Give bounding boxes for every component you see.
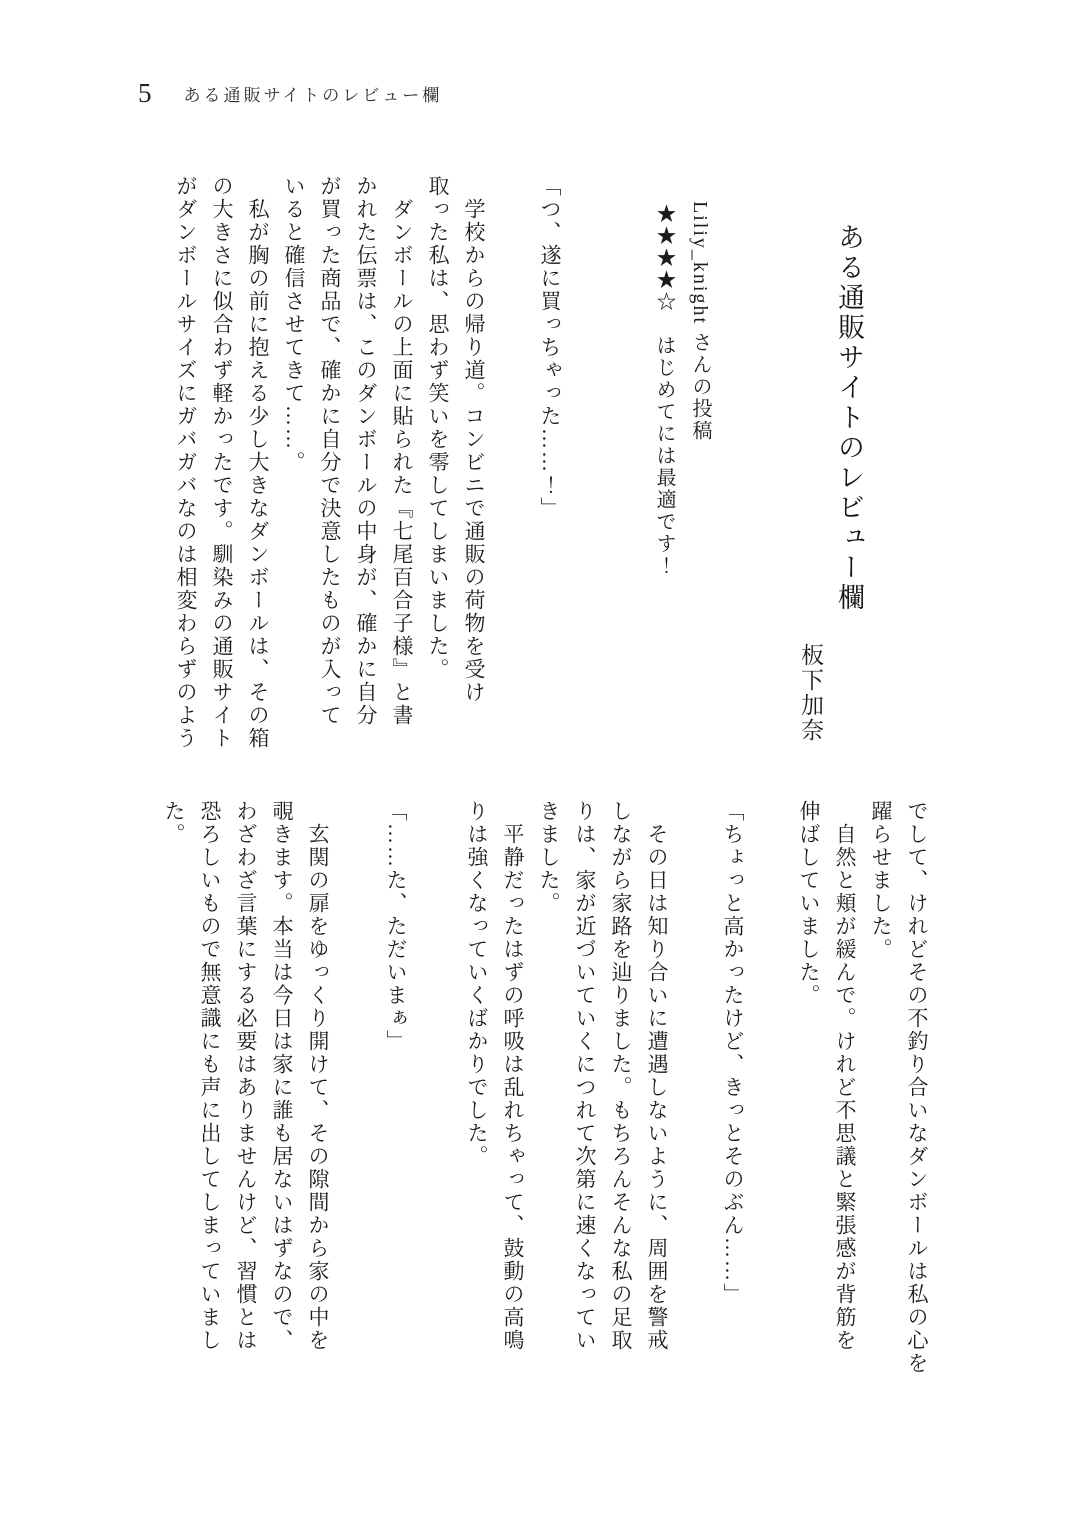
text-column: がダンボールサイズにガバガバなのは相変わらずのよう: [174, 175, 198, 750]
running-header-title: ある通販サイトのレビュー欄: [183, 86, 443, 105]
reviewer-name: Liliy_knight さんの投稿: [689, 201, 711, 442]
text-column: た。: [162, 800, 186, 846]
bottom-text-block: [156, 800, 935, 1375]
text-column: きました。: [537, 800, 561, 915]
page-number: 5: [138, 78, 152, 108]
text-column: かれた伝票は、このダンボールの中身が、確かに自分: [354, 175, 378, 727]
text-column: ダンボールの上面に貼られた『七尾百合子様』と書: [390, 175, 414, 727]
star-rating: ★★★★☆ はじめてには最適です！: [653, 203, 675, 577]
text-column: 玄関の扉をゆっくり開けて、その隙間から家の中を: [306, 800, 330, 1352]
text-column: 学校からの帰り道。コンビニで通販の荷物を受け: [462, 175, 486, 704]
text-column: りは、家が近づいていくにつれて次第に速くなってい: [573, 800, 597, 1352]
text-column: 「ちょっと高かったけど、きっとそのぶん……」: [721, 800, 745, 1306]
text-column: わざわざ言葉にする必要はありませんけど、習慣とは: [234, 800, 258, 1352]
text-column: 覗きます。本当は今日は家に誰も居ないはずなので、: [270, 800, 294, 1352]
top-text-block: [168, 175, 870, 750]
author-name: 板下加奈: [798, 643, 823, 743]
text-column: 伸ばしていました。: [797, 800, 821, 1007]
text-column: りは強くなっていくばかりでした。: [465, 800, 489, 1168]
text-column: 躍らせました。: [869, 800, 893, 961]
text-column: いると確信させてきて……。: [282, 175, 306, 474]
text-column: 私が胸の前に抱える少し大きなダンボールは、その箱: [246, 175, 270, 750]
text-column: 平静だったはずの呼吸は乱れちゃって、鼓動の高鳴: [501, 800, 525, 1352]
text-column: でして、けれどその不釣り合いなダンボールは私の心を: [905, 800, 929, 1375]
text-column: の大きさに似合わず軽かったです。馴染みの通販サイト: [210, 175, 234, 750]
text-column: 取った私は、思わず笑いを零してしまいました。: [426, 175, 450, 681]
text-column: 恐ろしいもので無意識にも声に出してしまっていまし: [198, 800, 222, 1352]
text-column: 自然と頬が緩んで。けれど不思議と緊張感が背筋を: [833, 800, 857, 1352]
chapter-title: ある通販サイトのレビュー欄: [834, 223, 864, 613]
page-header: [138, 78, 442, 109]
text-column: 「……た、ただいまぁ」: [384, 800, 408, 1053]
text-column: その日は知り合いに遭遇しないように、周囲を警戒: [645, 800, 669, 1352]
text-column: が買った商品で、確かに自分で決意したものが入って: [318, 175, 342, 727]
text-column: しながら家路を辿りました。もちろんそんな私の足取: [609, 800, 633, 1352]
text-column: 「つ、遂に買っちゃった……！」: [538, 175, 562, 520]
